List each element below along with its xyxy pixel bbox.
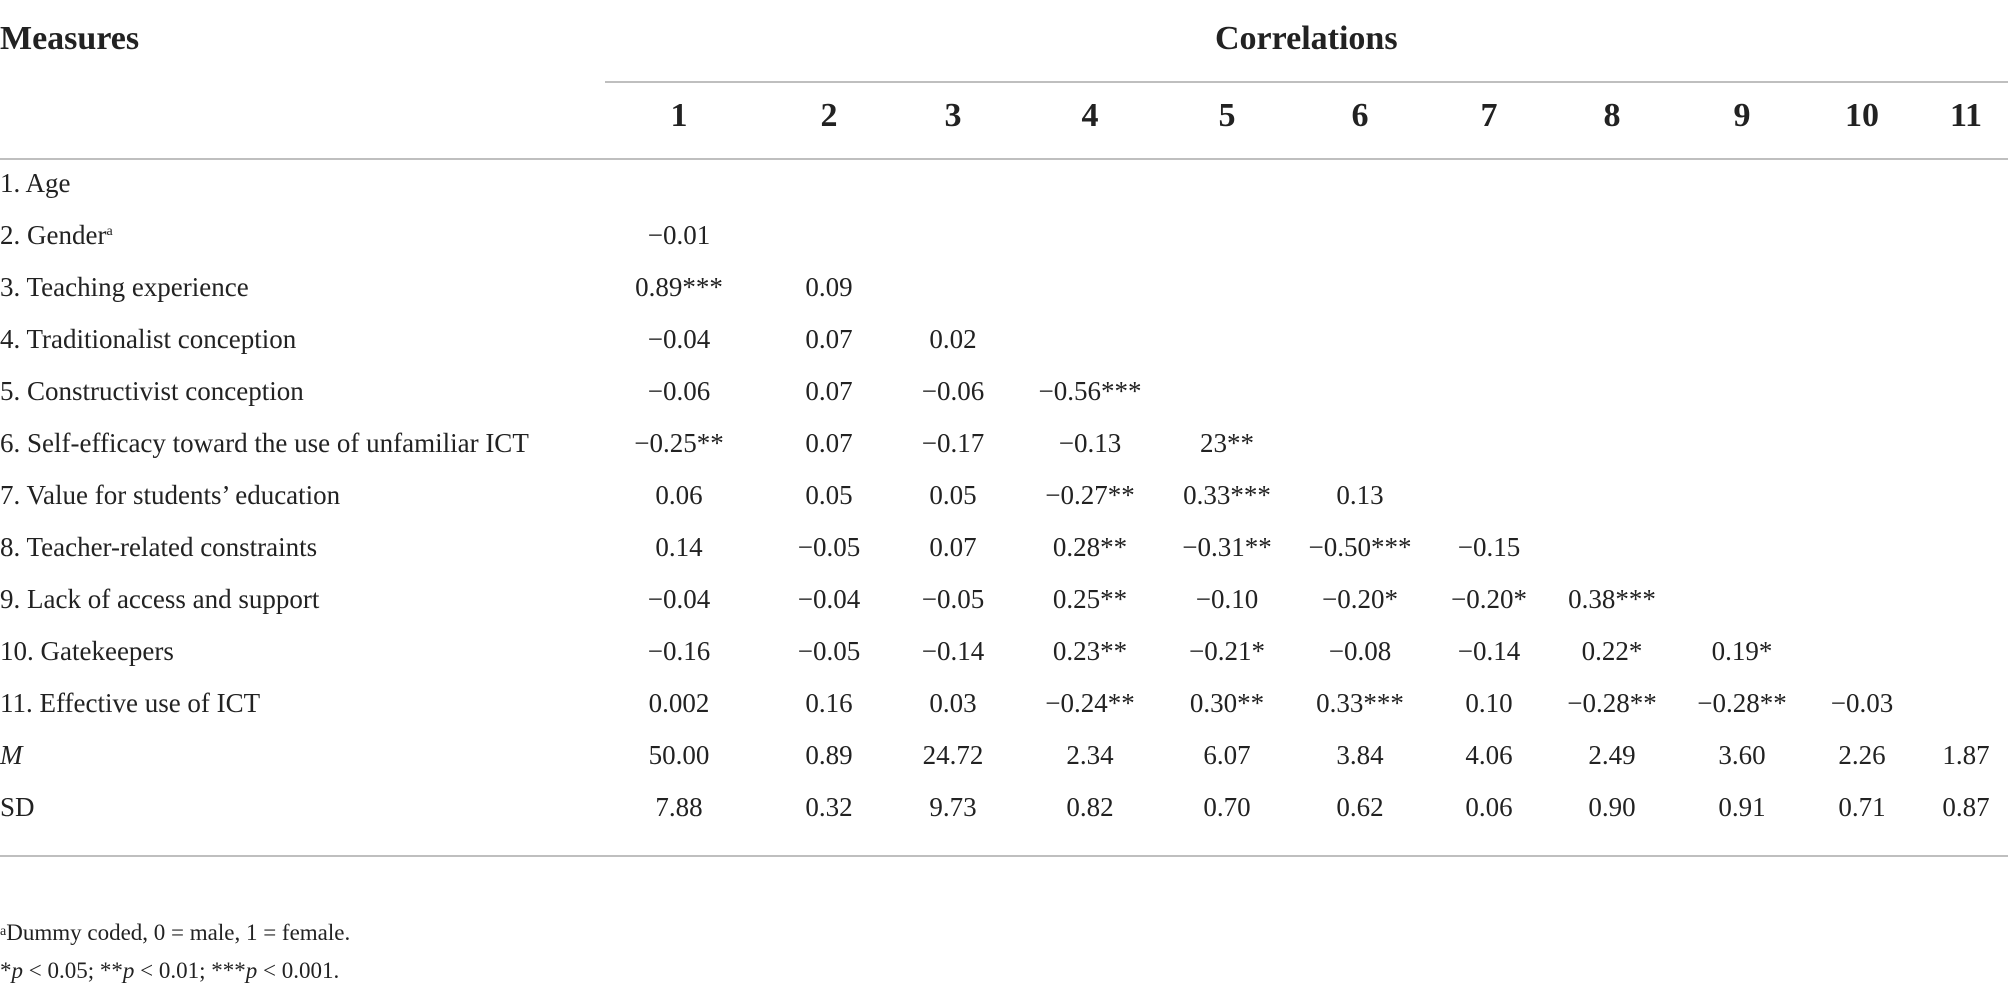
column-header-11: 11: [1949, 97, 1983, 134]
table-cell: 0.19*: [1711, 636, 1773, 666]
table-cell: 0.07: [929, 532, 977, 562]
table-cell: 0.06: [655, 480, 703, 510]
table-cell: 23**: [1200, 428, 1254, 458]
column-header-2: 2: [820, 97, 838, 134]
measures-header: Measures: [0, 20, 140, 57]
row-label: 1. Age: [0, 168, 71, 198]
footnote-dummy-coded: $^a$Dummy coded, 0 = male, 1 = female.: [0, 920, 351, 945]
table-cell: −0.17: [921, 428, 985, 458]
column-header-5: 5: [1218, 97, 1236, 134]
row-label: 9. Lack of access and support: [0, 584, 320, 614]
column-header-3: 3: [944, 97, 962, 134]
column-header-10: 10: [1845, 97, 1879, 134]
table-cell: 0.62: [1336, 792, 1384, 822]
column-header-7: 7: [1480, 97, 1498, 134]
table-cell: 0.14: [655, 532, 703, 562]
table-cell: 0.10: [1465, 688, 1513, 718]
table-cell: 0.82: [1066, 792, 1114, 822]
row-label: 7. Value for students’ education: [0, 480, 341, 510]
table-cell: 0.32: [805, 792, 853, 822]
table-cell: 0.03: [929, 688, 977, 718]
table-cell: 0.002: [648, 688, 710, 718]
table-cell: 24.72: [922, 740, 984, 770]
row-label: 4. Traditionalist conception: [0, 324, 297, 354]
table-cell: −0.25**: [634, 428, 724, 458]
row-label: 3. Teaching experience: [0, 272, 249, 302]
table-cell: 0.33***: [1316, 688, 1404, 718]
column-header-8: 8: [1603, 97, 1621, 134]
correlations-header: Correlations: [1215, 20, 1398, 57]
correlations-rule: [605, 81, 2008, 83]
table-cell: −0.06: [647, 376, 711, 406]
column-header-1: 1: [670, 97, 688, 134]
table-cell: 0.33***: [1183, 480, 1271, 510]
table-cell: −0.56***: [1038, 376, 1142, 406]
column-header-6: 6: [1351, 97, 1369, 134]
table-cell: 0.05: [929, 480, 977, 510]
table-cell: 7.88: [655, 792, 703, 822]
table-cell: −0.28**: [1697, 688, 1787, 718]
table-cell: 2.34: [1066, 740, 1114, 770]
row-label: 10. Gatekeepers: [0, 636, 174, 666]
table-cell: 0.89: [805, 740, 853, 770]
table-cell: 1.87: [1942, 740, 1990, 770]
table-cell: −0.24**: [1045, 688, 1135, 718]
table-cell: 0.22*: [1581, 636, 1643, 666]
table-cell: 0.87: [1942, 792, 1990, 822]
row-label: 5. Constructivist conception: [0, 376, 304, 406]
table-cell: 0.71: [1838, 792, 1886, 822]
table-cell: 0.70: [1203, 792, 1251, 822]
table-cell: −0.13: [1058, 428, 1122, 458]
table-cell: −0.14: [921, 636, 985, 666]
table-cell: 0.89***: [635, 272, 723, 302]
table-cell: 0.07: [805, 376, 853, 406]
table-cell: 0.02: [929, 324, 977, 354]
table-cell: −0.27**: [1045, 480, 1135, 510]
table-cell: 0.09: [805, 272, 853, 302]
table-cell: −0.04: [797, 584, 861, 614]
table-cell: −0.03: [1830, 688, 1894, 718]
table-cell: −0.05: [797, 636, 861, 666]
footnote-marker: a: [106, 224, 113, 239]
table-cell: −0.05: [921, 584, 985, 614]
table-bottom-rule: [0, 855, 2008, 857]
table-cell: 50.00: [648, 740, 710, 770]
row-label: SD: [0, 792, 35, 822]
row-label: 6. Self-efficacy toward the use of unfamiliar ICT: [0, 428, 529, 458]
table-cell: 3.84: [1336, 740, 1384, 770]
table-cell: −0.28**: [1567, 688, 1657, 718]
table-cell: 0.25**: [1052, 584, 1128, 614]
row-label: 11. Effective use of ICT: [0, 688, 261, 718]
table-cell: −0.05: [797, 532, 861, 562]
table-cell: 0.07: [805, 428, 853, 458]
table-cell: −0.10: [1195, 584, 1259, 614]
table-cell: 0.07: [805, 324, 853, 354]
table-cell: 4.06: [1465, 740, 1513, 770]
table-cell: −0.50***: [1308, 532, 1412, 562]
header-bottom-rule: [0, 158, 2008, 160]
table-cell: 2.49: [1588, 740, 1636, 770]
column-header-4: 4: [1081, 97, 1099, 134]
table-cell: −0.04: [647, 584, 711, 614]
table-cell: 0.05: [805, 480, 853, 510]
footnote-significance: *p < 0.05; **p < 0.01; ***p < 0.001.: [0, 958, 340, 983]
table-cell: 9.73: [929, 792, 977, 822]
table-cell: −0.08: [1328, 636, 1392, 666]
table-cell: −0.04: [647, 324, 711, 354]
table-cell: 0.06: [1465, 792, 1513, 822]
table-cell: −0.01: [647, 220, 711, 250]
table-cell: 0.28**: [1052, 532, 1128, 562]
table-cell: −0.20*: [1322, 584, 1398, 614]
table-cell: −0.14: [1457, 636, 1521, 666]
row-label: M: [0, 740, 23, 770]
table-cell: 0.13: [1336, 480, 1384, 510]
table-cell: 0.38***: [1568, 584, 1656, 614]
table-cell: 0.23**: [1052, 636, 1128, 666]
table-cell: −0.31**: [1182, 532, 1272, 562]
table-cell: 0.16: [805, 688, 853, 718]
column-header-9: 9: [1733, 97, 1751, 134]
table-cell: −0.06: [921, 376, 985, 406]
table-cell: 2.26: [1838, 740, 1886, 770]
table-cell: −0.15: [1457, 532, 1521, 562]
table-cell: 0.30**: [1189, 688, 1265, 718]
table-cell: −0.21*: [1189, 636, 1265, 666]
table-cell: 3.60: [1718, 740, 1766, 770]
table-cell: 0.90: [1588, 792, 1636, 822]
row-label: 2. Gender$^a$: [0, 220, 113, 250]
table-cell: −0.16: [647, 636, 711, 666]
table-cell: 6.07: [1203, 740, 1251, 770]
table-cell: 0.91: [1718, 792, 1766, 822]
row-label: 8. Teacher-related constraints: [0, 532, 318, 562]
table-cell: −0.20*: [1451, 584, 1527, 614]
